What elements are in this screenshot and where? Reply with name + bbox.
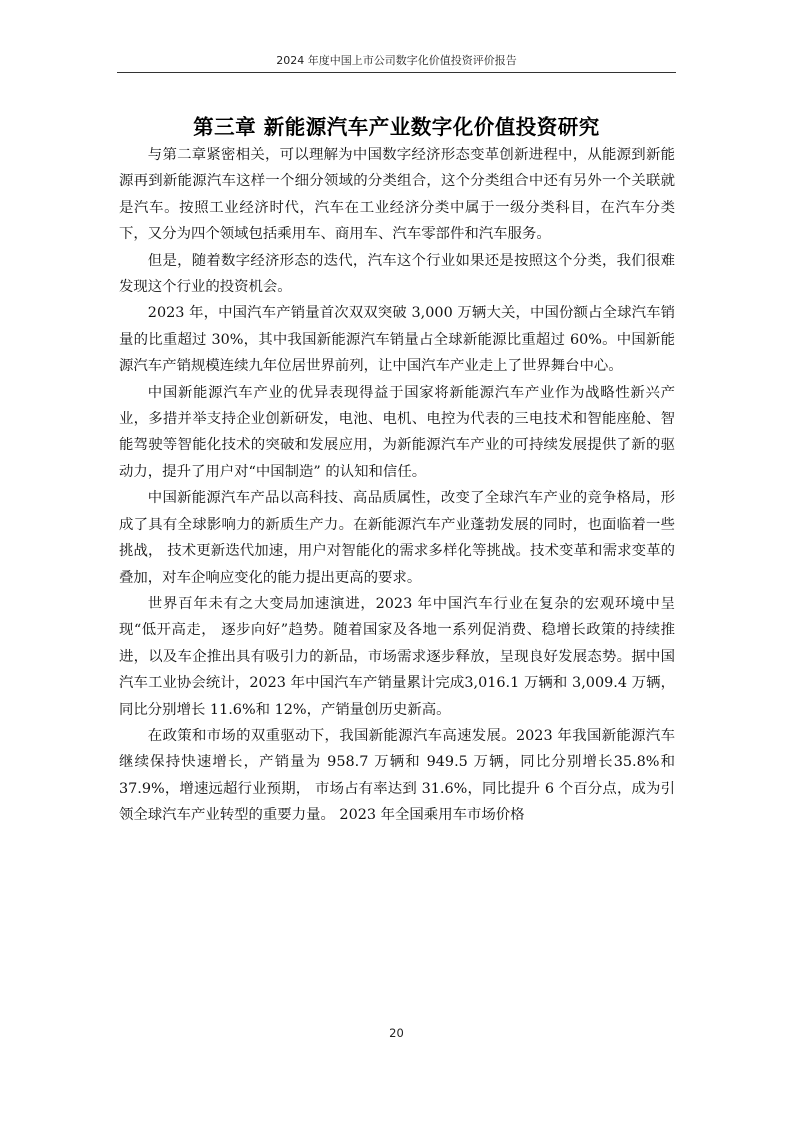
chapter-title: 第三章 新能源汽车产业数字化价值投资研究 [193, 114, 600, 139]
header-divider [117, 72, 676, 73]
running-header: 2024 年度中国上市公司数字化价值投资评价报告 [276, 54, 517, 67]
body-text [119, 142, 675, 829]
paragraph-5: 中国新能源汽车产品以高科技、高品质属性，改变了全球汽车产业的竞争格局，形成了具有全球影响力的新质生产力。在新能源汽车产业蓬勃发展的同时，也面临着一些挑战， 技术更新迭代加速，用户对智能化的需求多样化等挑战。技术变革和需求变革的叠加，对车企响应变化的能力提出更高的要求。 [119, 490, 675, 586]
paragraph-7: 在政策和市场的双重驱动下，我国新能源汽车高速发展。2023 年我国新能源汽车继续保持快速增长，产销量为 958.7 万辆和 949.5 万辆，同比分别增长35.8%和 37.9%，增速远超行业预期， 市场占有率达到 31.6%，同比提升 6 个百分点，成为引领全球汽车产业转型的重要力量。 2023 年全国乘用车市场价格 [119, 727, 675, 824]
paragraph-2: 但是，随着数字经济形态的迭代，汽车这个行业如果还是按照这个分类，我们很难发现这个行业的投资机会。 [119, 252, 675, 296]
paragraph-1: 与第二章紧密相关，可以理解为中国数字经济形态变革创新进程中，从能源到新能源再到新能源汽车这样一个细分领域的分类组合，这个分类组合中还有另外一个关联就是汽车。按照工业经济时代，汽车在工业经济分类中属于一级分类科目，在汽车分类下，又分为四个领域包括乘用车、商用车、汽车零部件和汽车服务。 [119, 147, 675, 243]
paragraph-6: 世界百年未有之大变局加速演进，2023 年中国汽车行业在复杂的宏观环境中呈现“低开高走， 逐步向好”趋势。随着国家及各地一系列促消费、稳增长政策的持续推进，以及车企推出具有吸引力的新品，市场需求逐步释放，呈现良好发展态势。据中国汽车工业协会统计，2023 年中国汽车产销量累计完成3,016.1 万辆和 3,009.4 万辆，同比分别增长 11.6%和 12%，产销量创历史新高。 [119, 595, 675, 718]
paragraph-3: 2023 年，中国汽车产销量首次双双突破 3,000 万辆大关，中国份额占全球汽车销量的比重超过 30%，其中我国新能源汽车销量占全球新能源比重超过 60%。中国新能源汽车产销规模连续九年位居世界前列，让中国汽车产业走上了世界舞台中心。 [119, 305, 675, 375]
paragraph-4: 中国新能源汽车产业的优异表现得益于国家将新能源汽车产业作为战略性新兴产业，多措并举支持企业创新研发，电池、电机、电控为代表的三电技术和智能座舱、智能驾驶等智能化技术的突破和发展应用，为新能源汽车产业的可持续发展提供了新的驱动力，提升了用户对“中国制造” 的认知和信任。 [119, 384, 675, 480]
page-number: 20 [389, 1026, 404, 1040]
